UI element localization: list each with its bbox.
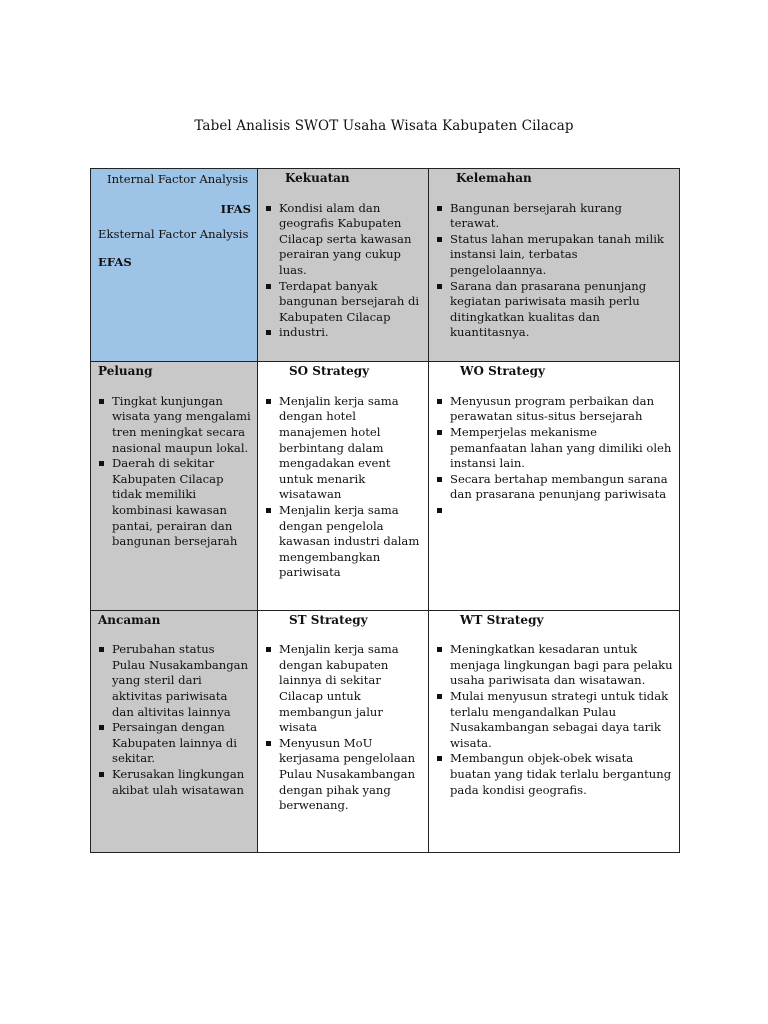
page-title: Tabel Analisis SWOT Usaha Wisata Kabupaten Cilacap [194,118,574,134]
kelemahan-list [436,201,673,341]
wt-strategy-cell [429,610,680,852]
ancaman-cell [91,610,258,852]
st-strategy-list [265,642,422,814]
corner-cell [91,169,258,362]
list-item: Menyusun program perbaikan dan perawatan situs-situs bersejarah [436,394,673,425]
kelemahan-header: Kelemahan [456,171,532,185]
ancaman-list [98,642,251,798]
external-factor-label: Eksternal Factor Analysis [98,227,249,242]
kekuatan-cell [258,169,429,362]
wt-strategy-list [436,642,673,798]
wo-strategy-list [436,394,673,519]
so-strategy-list [265,394,422,581]
list-item: Persaingan dengan Kabupaten lainnya di sekitar. [98,720,251,767]
ancaman-header: Ancaman [98,612,161,627]
table-row [91,362,680,610]
wt-strategy-header: WT Strategy [460,612,544,627]
table-row [91,610,680,852]
table-row [91,169,680,362]
list-item: Status lahan merupakan tanah milik instansi lain, terbatas pengelolaannya. [436,232,673,279]
list-item: Menjalin kerja sama dengan pengelola kawasan industri dalam mengembangkan pariwisata [265,503,422,581]
list-item: Daerah di sekitar Kabupaten Cilacap tidak memiliki kombinasi kawasan pantai, perairan dan bangunan bersejarah [98,456,251,550]
kelemahan-cell [429,169,680,362]
list-item: Menjalin kerja sama dengan kabupaten lainnya di sekitar Cilacap untuk membangun jalur wisata [265,642,422,736]
st-strategy-cell [258,610,429,852]
wo-strategy-cell [429,362,680,610]
list-item: industri. [265,325,422,341]
list-item [436,503,673,519]
list-item: Tingkat kunjungan wisata yang mengalami tren meningkat secara nasional maupun lokal. [98,394,251,456]
list-item: Menyusun MoU kerjasama pengelolaan Pulau Nusakambangan dengan pihak yang berwenang. [265,736,422,814]
ifas-label: IFAS [220,201,251,216]
list-item: Secara bertahap membangun sarana dan prasarana penunjang pariwisata [436,472,673,503]
list-item: Perubahan status Pulau Nusakambangan yang steril dari aktivitas pariwisata dan altivitas lainnya [98,642,251,720]
so-strategy-header: SO Strategy [289,364,370,379]
swot-table [90,168,680,853]
so-strategy-cell [258,362,429,610]
list-item: Meningkatkan kesadaran untuk menjaga lingkungan bagi para pelaku usaha pariwisata dan wisatawan. [436,642,673,689]
peluang-cell [91,362,258,610]
list-item: Terdapat banyak bangunan bersejarah di Kabupaten Cilacap [265,279,422,326]
efas-label: EFAS [98,254,132,269]
kekuatan-list [265,201,422,341]
list-item: Bangunan bersejarah kurang terawat. [436,201,673,232]
st-strategy-header: ST Strategy [289,612,368,627]
list-item: Menjalin kerja sama dengan hotel manajemen hotel berbintang dalam mengadakan event untuk menarik wisatawan [265,394,422,503]
peluang-list [98,394,251,550]
internal-factor-label: Internal Factor Analysis [107,172,249,186]
list-item: Membangun objek-obek wisata buatan yang tidak terlalu bergantung pada kondisi geografis. [436,751,673,798]
list-item: Kondisi alam dan geografis Kabupaten Cilacap serta kawasan perairan yang cukup luas. [265,201,422,279]
list-item: Memperjelas mekanisme pemanfaatan lahan yang dimiliki oleh instansi lain. [436,425,673,472]
kekuatan-header: Kekuatan [285,171,350,185]
list-item: Mulai menyusun strategi untuk tidak terlalu mengandalkan Pulau Nusakambangan sebagai daya tarik wisata. [436,689,673,751]
peluang-header: Peluang [98,364,153,379]
list-item: Sarana dan prasarana penunjang kegiatan pariwisata masih perlu ditingkatkan kualitas dan kuantitasnya. [436,279,673,341]
wo-strategy-header: WO Strategy [460,364,545,379]
list-item: Kerusakan lingkungan akibat ulah wisatawan [98,767,251,798]
